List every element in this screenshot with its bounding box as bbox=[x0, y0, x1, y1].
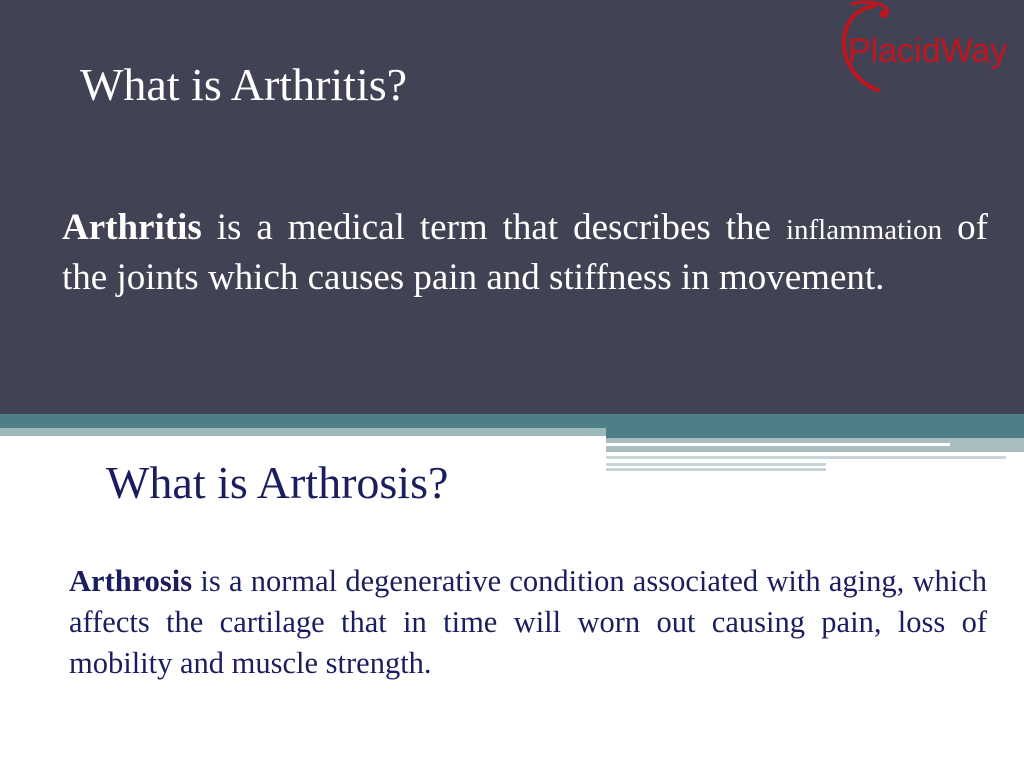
arthritis-heading: What is Arthritis? bbox=[80, 59, 408, 110]
arthrosis-heading: What is Arthrosis? bbox=[106, 457, 449, 508]
arthritis-text-b: of the joints which causes pain and stiffness in movement. bbox=[62, 207, 988, 298]
logo-dot bbox=[880, 10, 888, 18]
arthritis-term: Arthritis bbox=[62, 207, 202, 248]
arthrosis-definition bbox=[69, 561, 987, 684]
arthrosis-text: is a normal degenerative condition associated with aging, which affects the cartilage that in time will worn out causing pain, loss of mobility and muscle strength. bbox=[69, 564, 987, 680]
divider-band-right bbox=[606, 428, 1024, 438]
divider-stripe bbox=[606, 463, 826, 466]
arthritis-text-small: inflammation bbox=[785, 214, 943, 246]
placidway-logo bbox=[834, 0, 1024, 96]
divider-band-light bbox=[0, 428, 606, 436]
divider-band bbox=[0, 414, 1024, 428]
logo-text: PlacidWay bbox=[848, 32, 1008, 70]
divider-stripe bbox=[606, 443, 950, 446]
arthritis-text-a: is a medical term that describes the bbox=[201, 207, 786, 248]
divider-stripe bbox=[826, 459, 1006, 462]
divider-stripe bbox=[606, 468, 826, 471]
arthrosis-term: Arthrosis bbox=[69, 564, 193, 598]
arthritis-definition bbox=[62, 204, 988, 302]
